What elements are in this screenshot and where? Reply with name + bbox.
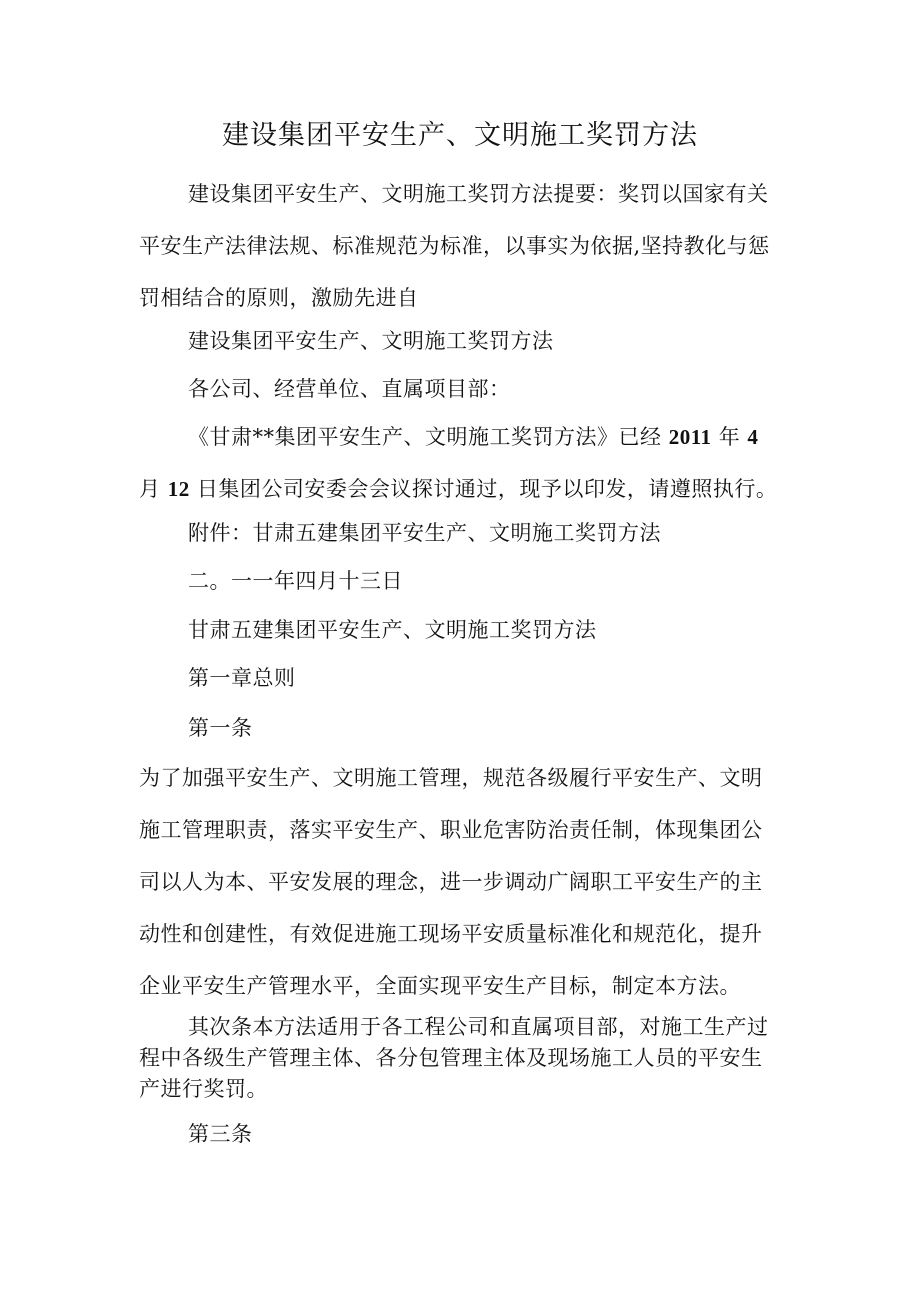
notice-year-unit: 年 [711, 425, 748, 449]
notice-paragraph [139, 411, 779, 515]
notice-month-unit: 月 [139, 477, 168, 501]
chapter-heading: 第一章总则 [188, 666, 296, 690]
summary-line: 建设集团平安生产、文明施工奖罚方法提要：奖罚以国家有关 [188, 182, 769, 206]
notice-line-1 [139, 411, 779, 463]
article-2-line: 程中各级生产管理主体、各分包管理主体及现场施工人员的平安生 [139, 1046, 763, 1070]
document-title: 建设集团平安生产、文明施工奖罚方法 [222, 120, 698, 151]
article-3-heading: 第三条 [188, 1122, 253, 1146]
article-1-body [139, 752, 779, 1012]
summary-paragraph [139, 168, 779, 324]
second-document-title: 甘肃五建集团平安生产、文明施工奖罚方法 [188, 618, 597, 642]
document-date: 二。一一年四月十三日 [188, 569, 403, 593]
subtitle: 建设集团平安生产、文明施工奖罚方法 [188, 329, 554, 353]
article-1-line: 为了加强平安生产、文明施工管理，规范各级履行平安生产、文明 [139, 766, 763, 790]
notice-text-rest: 日集团公司安委会会议探讨通过，现予以印发，请遵照执行。 [189, 477, 778, 501]
article-2-body [139, 1012, 779, 1105]
notice-day: 12 [167, 477, 190, 501]
article-1-line: 施工管理职责，落实平安生产、职业危害防治责任制，体现集团公 [139, 818, 763, 842]
summary-line: 罚相结合的原则，激励先进自 [139, 286, 419, 310]
summary-line: 平安生产法律法规、标准规范为标准，以事实为依据,坚持教化与惩 [139, 234, 770, 258]
addressee: 各公司、经营单位、直属项目部： [188, 377, 511, 401]
article-1-line: 动性和创建性，有效促进施工现场平安质量标准化和规范化，提升 [139, 922, 763, 946]
article-1-line: 司以人为本、平安发展的理念，进一步调动广阔职工平安生产的主 [139, 870, 763, 894]
notice-month: 4 [747, 425, 759, 449]
notice-text: 《甘肃**集团平安生产、文明施工奖罚方法》已经 [188, 425, 669, 449]
article-1-heading: 第一条 [188, 716, 253, 740]
article-2-line: 产进行奖罚。 [139, 1077, 268, 1101]
article-2-line: 其次条本方法适用于各工程公司和直属项目部，对施工生产过 [188, 1015, 769, 1039]
attachment-line: 附件：甘肃五建集团平安生产、文明施工奖罚方法 [188, 521, 661, 545]
article-1-line: 企业平安生产管理水平，全面实现平安生产目标，制定本方法。 [139, 974, 741, 998]
notice-year: 2011 [668, 425, 712, 449]
